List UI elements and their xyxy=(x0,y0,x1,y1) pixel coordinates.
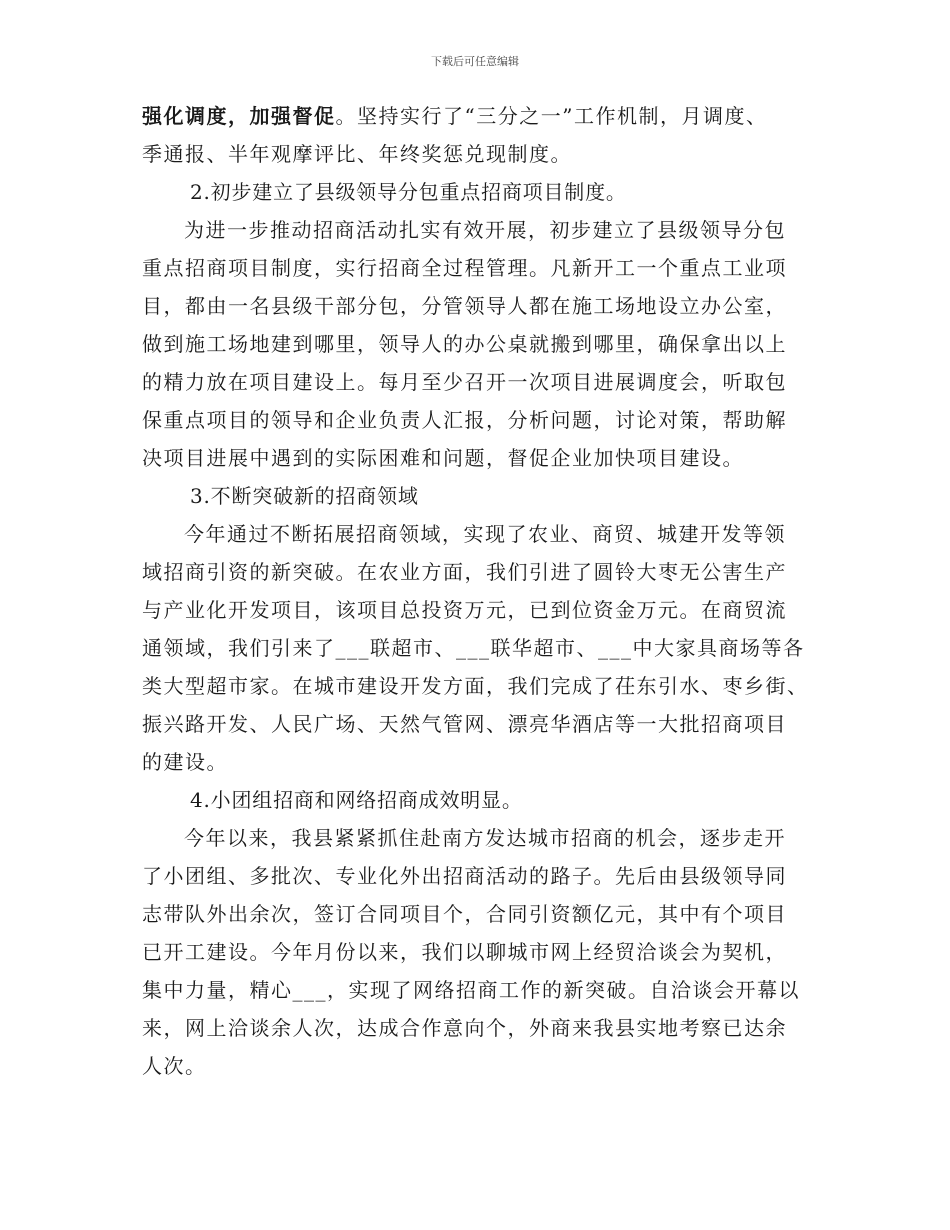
body-line: 保重点项目的领导和企业负责人汇报，分析问题，讨论对策，帮助解 xyxy=(142,408,787,432)
body-line: 目，都由一名县级干部分包，分管领导人都在施工场地设立办公室， xyxy=(142,294,787,318)
body-line: 重点招商项目制度，实行招商全过程管理。凡新开工一个重点工业项 xyxy=(142,256,787,280)
bold-lead-phrase: 强化调度，加强督促 xyxy=(142,104,336,128)
body-line: 类大型超市家。在城市建设开发方面，我们完成了茌东引水、枣乡街、 xyxy=(142,674,809,698)
section-heading-2: 2.初步建立了县级领导分包重点招商项目制度。 xyxy=(190,180,627,204)
section-heading-3: 3.不断突破新的招商领域 xyxy=(190,484,419,508)
body-line xyxy=(142,97,822,135)
body-line: 与产业化开发项目，该项目总投资万元，已到位资金万元。在商贸流 xyxy=(142,598,787,622)
body-line: 通领域，我们引来了___联超市、___联华超市、___中大家具商场等各 xyxy=(142,636,805,660)
body-line: 季通报、半年观摩评比、年终奖惩兑现制度。 xyxy=(142,142,572,166)
body-line: 集中力量，精心___，实现了网络招商工作的新突破。自洽谈会开幕以 xyxy=(142,978,800,1002)
body-line: 域招商引资的新突破。在农业方面，我们引进了圆铃大枣无公害生产 xyxy=(142,560,787,584)
body-line: 为进一步推动招商活动扎实有效开展，初步建立了县级领导分包 xyxy=(184,218,786,242)
body-line: 的建设。 xyxy=(142,750,228,774)
body-line: 已开工建设。今年月份以来，我们以聊城市网上经贸洽谈会为契机， xyxy=(142,940,787,964)
body-line: 志带队外出余次，签订合同项目个，合同引资额亿元，其中有个项目 xyxy=(142,902,787,926)
line-text: 。坚持实行了“三分之一”工作机制，月调度、 xyxy=(335,104,768,128)
body-line: 振兴路开发、人民广场、天然气管网、漂亮华酒店等一大批招商项目 xyxy=(142,712,787,736)
body-line: 人次。 xyxy=(142,1054,207,1078)
body-line: 今年以来，我县紧紧抓住赴南方发达城市招商的机会，逐步走开 xyxy=(184,826,786,850)
body-line: 来，网上洽谈余人次，达成合作意向个，外商来我县实地考察已达余 xyxy=(142,1016,787,1040)
body-line: 的精力放在项目建设上。每月至少召开一次项目进展调度会，听取包 xyxy=(142,370,787,394)
section-heading-4: 4.小团组招商和网络招商成效明显。 xyxy=(190,788,523,812)
body-line: 决项目进展中遇到的实际困难和问题，督促企业加快项目建设。 xyxy=(142,446,744,470)
document-body xyxy=(142,97,822,1085)
page-header: 下载后可任意编辑 xyxy=(431,55,519,68)
body-line: 了小团组、多批次、专业化外出招商活动的路子。先后由县级领导同 xyxy=(142,864,787,888)
body-line: 今年通过不断拓展招商领域，实现了农业、商贸、城建开发等领 xyxy=(184,522,786,546)
body-line: 做到施工场地建到哪里，领导人的办公桌就搬到哪里，确保拿出以上 xyxy=(142,332,787,356)
